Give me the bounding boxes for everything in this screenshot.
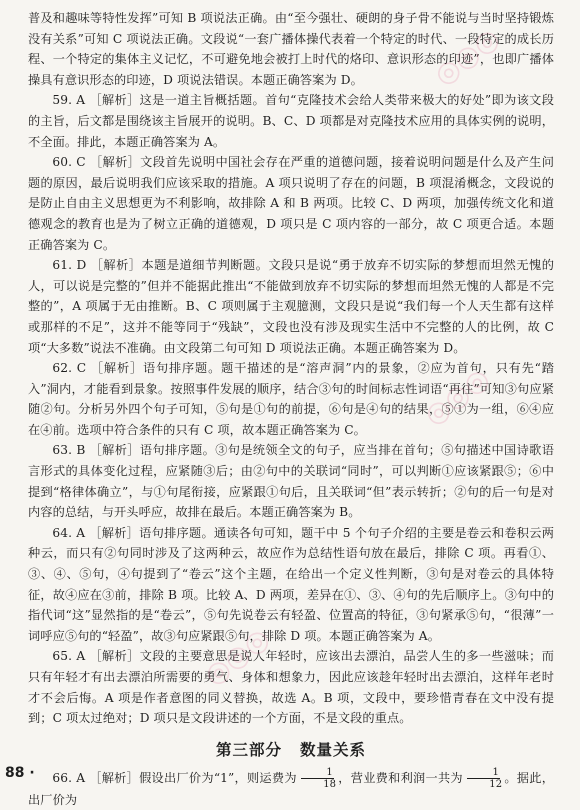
q66-prefix: 66. A ［解析］假设出厂价为“1”，则运费为 [52, 770, 297, 785]
fraction-freight [298, 767, 337, 790]
fraction-freight-denominator: 18 [323, 778, 337, 790]
fraction-business-profit-denominator: 12 [489, 778, 503, 790]
paragraph-66 [28, 767, 554, 810]
section-title [28, 738, 554, 760]
watermark-mark: ◎◎◎ [197, 620, 276, 693]
q66-suffix: 。据此，出厂价为 [28, 770, 555, 807]
fraction-freight-numerator: 1 [301, 767, 334, 779]
paragraph-59: 59. A ［解析］这是一道主旨概括题。首句“克隆技术会给人类带来极大的好处”即为该文段的主旨，后文都是围绕该主旨展开的说明。B、C、D 项都是对克隆技术应用的具体实例的说明，不全面。排此，本题正确答案为 A。 [28, 93, 554, 149]
paragraph-65: 65. A ［解析］文段的主要意思是说人年轻时，应该出去漂泊，品尝人生的多一些滋味；而只有年轻才有出去漂泊所需要的勇气、身体和想象力，因此应该趁年轻时出去漂泊，这样年老时才不会后悔。A 项是作者意图的同义替换，故选 A。B 项，文段中，要珍惜青春在文中没有提到；C 项太过绝对；D 项只是文段讲述的一个方面，不是文段的重点。 [28, 649, 554, 726]
paragraph-64: 64. A ［解析］语句排序题。通读各句可知，题干中 5 个句子介绍的主要是卷云和卷积云两种云，而只有②句同时涉及了这两种云，故应作为总结性语句放在最后，排除 C 项。再看①、③、④、⑤句，④句提到了“卷云”这个主题，在给出一个定义性判断，③句是对卷云的具体特征，故④应在③前，排除 B 项。比较 A、D 两项，差异在①、③、④句的先后顺序上。③句中的指代词“这”显然指的是“卷云”，⑤句先说卷云有轻盈、位置高的特征，③句紧承⑤句，“很薄”一词呼应⑤句的“轻盈”，故③句应紧跟⑤句，排除 D 项。本题正确答案为 A。 [28, 525, 554, 643]
paragraph-61: 61. D ［解析］本题是道细节判断题。文段只是说“勇于放弃不切实际的梦想而坦然无愧的人，可以说是完整的”但并不能据此推出“不能做到放弃不切实际的梦想而坦然无愧的人都是不完整的”，A 项属于无由推断。B、C 项则属于主观臆测，文段只是说“我们每一个人天生都有这样或那样的不足”，这并不能等同于“残缺”，文段也没有涉及现实生活中不完整的人的比例，故 C 项“大多数”说法不准确。由文段第二句可知 D 项说法正确。本题正确答案为 D。 [28, 258, 554, 355]
watermark-mark: ◎◎◎ [427, 20, 506, 93]
paragraph-62: 62. C ［解析］语句排序题。题干描述的是“溶声洞”内的景象，②应为首句，只有先“踏入”洞内，才能看到景象。按照事件发展的顺序，结合③句的时间标志性词语“再往”可知③句应紧随②句。分析另外四个句子可知，⑤句是①句的前提，⑥句是④句的结果，⑤①为一组，⑥④应在④前。选项中符合条件的只有 C 项，故本题正确答案为 C。 [28, 361, 554, 437]
paragraph-63: 63. B ［解析］语句排序题。③句是统领全文的句子，应当排在首句；⑤句描述中国诗歌语言形式的具体变化过程，应紧随③后；由②句中的关联词“同时”，可以判断①应该紧跟⑤；⑥中提到“格律体确立”，与①句尾衔接，应紧跟①句后，且关联词“但”表示转折；②句的后一句是对内容的总结，与开头呼应，故排在最后。本题正确答案为 B。 [28, 443, 554, 520]
fraction-business-profit-numerator: 1 [467, 767, 500, 779]
section-name-label: 数量关系 [300, 740, 367, 759]
section-part-label: 第三部分 [215, 740, 282, 759]
paragraph-60: 60. C ［解析］文段首先说明中国社会存在严重的道德问题，接着说明问题是什么及产生问题的原因，最后说明我们应该采取的措施。A 项只说明了存在的问题，B 项混淆概念，文段说的是防止自由主义思想更为不利影响，故排除 A 和 B 两项。比较 C、D 两项，加强传统文化和道德观念的教育也是为了树立正确的道德观，D 项只是 C 项内容的一部分，故 C 项更合适。本题正确答案为 C。 [28, 155, 554, 252]
watermark-mark: ◎◎◎ [417, 360, 496, 433]
paragraph-58-continued: 普及和趣味等特性发挥”可知 B 项说法正确。由“至今强壮、硬朗的身子骨不能说与当时坚持锻炼没有关系”可知 C 项说法正确。文段说“一套广播体操代表着一个特定的时代、一段特定的成长历程、一个特定的集体主义记忆，不可避免地会被打上时代的烙印、意识形态的印迹”，也即广播体操具有意识形态的印迹，D 项说法错误。本题正确答案为 D。 [28, 11, 554, 87]
q66-middle: ，营业费和利润一共为 [338, 770, 463, 785]
page-number: 88 · [5, 765, 35, 781]
fraction-business-profit [464, 767, 503, 790]
